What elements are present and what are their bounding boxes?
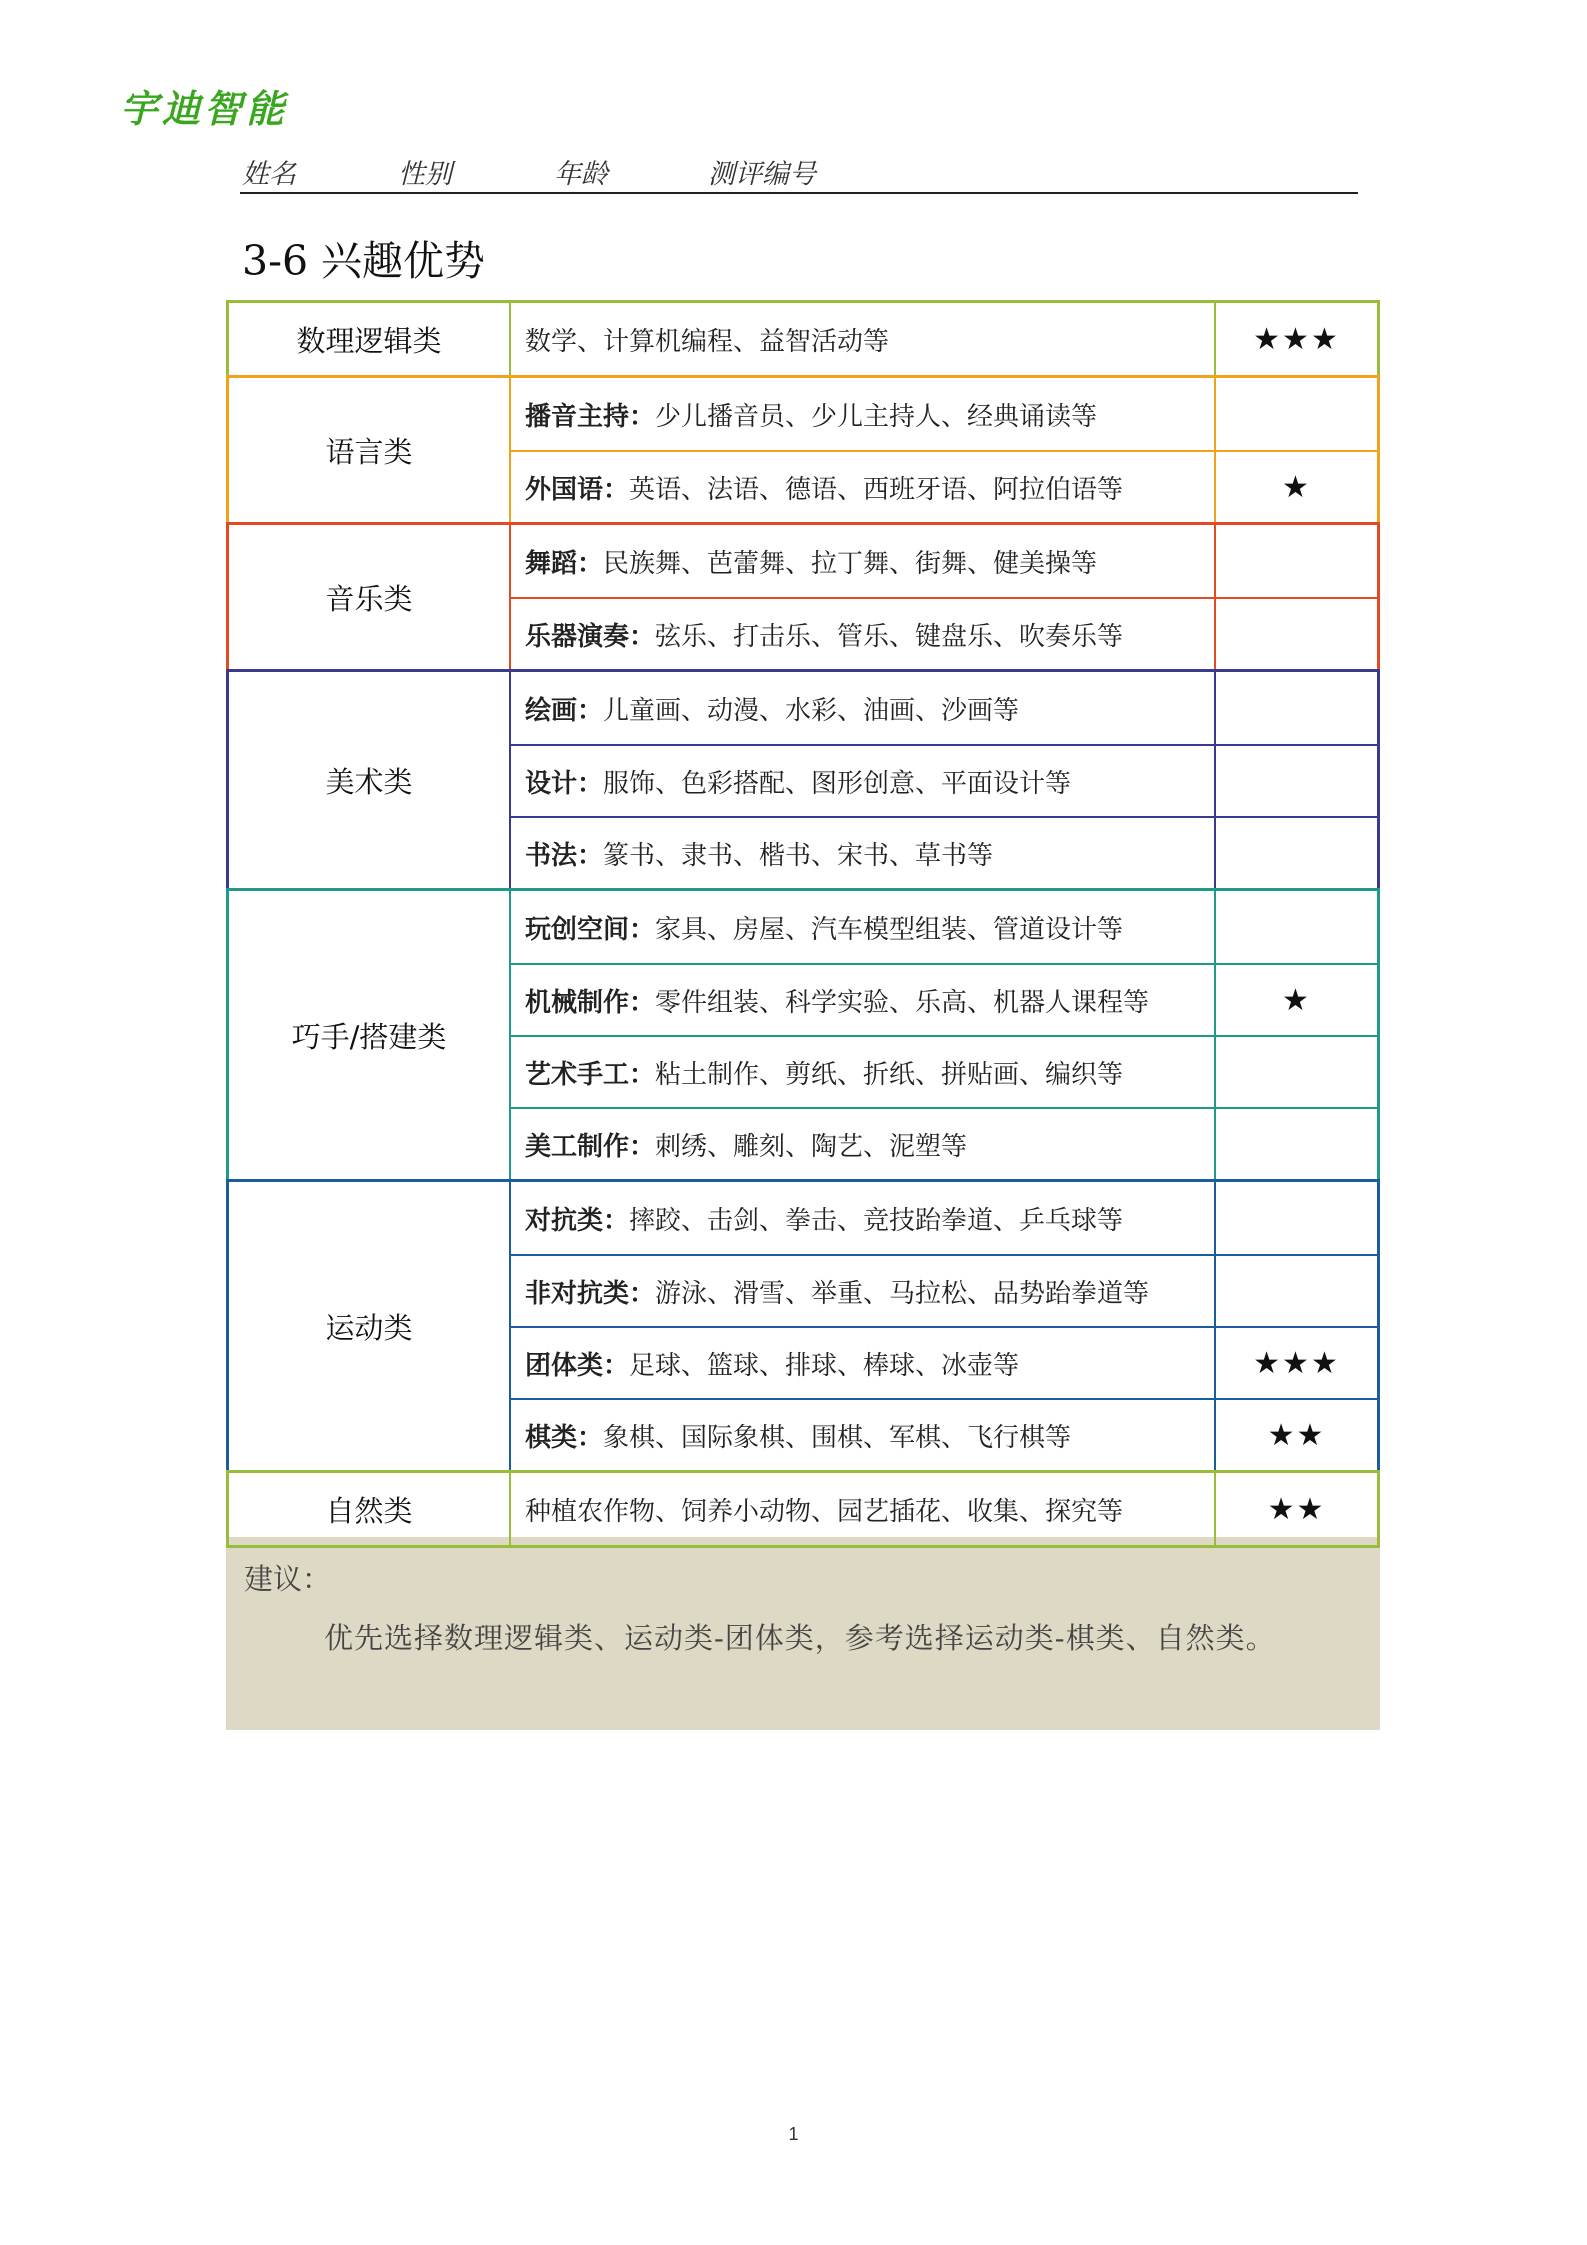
table-row [511,1473,1377,1545]
activity-list: 篆书、隶书、楷书、宋书、草书等 [603,840,994,871]
activity-list: 足球、篮球、排球、棒球、冰壶等 [629,1350,1020,1381]
suggestion-heading: 建议： [244,1562,332,1596]
subcategory-label: 艺术手工： [525,1059,656,1090]
assessment-id-field-label: 测评编号 [708,159,816,190]
student-info-line [240,148,1358,194]
category-group [226,888,1380,1182]
activity-description [511,303,1216,375]
table-row [511,1254,1377,1326]
star-rating [1216,1182,1377,1254]
activity-list: 儿童画、动漫、水彩、油画、沙画等 [603,695,1020,726]
activity-description [511,1182,1216,1254]
activity-description [511,672,1216,744]
category-label: 音乐类 [229,525,511,669]
name-field-label: 姓名 [242,159,296,190]
table-row [511,597,1377,669]
table-row [511,963,1377,1035]
table-row [511,672,1377,744]
category-label: 自然类 [229,1473,511,1545]
activity-list: 游泳、滑雪、举重、马拉松、品势跆拳道等 [655,1278,1150,1309]
activity-description [511,1473,1216,1545]
interest-table [226,300,1380,1548]
category-label: 语言类 [229,378,511,522]
star-rating: ★ [1282,469,1311,505]
activity-description [511,525,1216,597]
table-row [511,744,1377,816]
table-row [511,378,1377,450]
table-row [511,1398,1377,1470]
page-number: 1 [788,2124,799,2144]
activity-description [511,599,1216,669]
star-rating [1216,891,1377,963]
subcategory-label: 非对抗类： [525,1278,656,1309]
star-rating [1216,672,1377,744]
star-rating [1216,1256,1377,1326]
gender-field-label: 性别 [398,159,452,190]
activity-description [511,746,1216,816]
star-rating [1216,746,1377,816]
activity-list: 象棋、国际象棋、围棋、军棋、飞行棋等 [603,1422,1072,1453]
star-rating [1216,378,1377,450]
table-row [511,303,1377,375]
activity-list: 粘土制作、剪纸、折纸、拼贴画、编织等 [655,1059,1124,1090]
star-rating [1216,818,1377,888]
activity-description [511,1400,1216,1470]
activity-list: 家具、房屋、汽车模型组装、管道设计等 [655,914,1124,945]
activity-description [511,1037,1216,1107]
star-rating [1216,525,1377,597]
table-row [511,1182,1377,1254]
star-rating [1216,1109,1377,1179]
activity-list: 弦乐、打击乐、管乐、键盘乐、吹奏乐等 [655,621,1124,652]
table-row [511,525,1377,597]
category-group [226,1179,1380,1473]
table-row [511,891,1377,963]
subcategory-label: 播音主持： [525,401,656,432]
activity-list: 零件组装、科学实验、乐高、机器人课程等 [655,987,1150,1018]
star-rating [1216,1037,1377,1107]
category-label: 美术类 [229,672,511,888]
activity-list: 民族舞、芭蕾舞、拉丁舞、街舞、健美操等 [603,548,1098,579]
category-group [226,300,1380,378]
subcategory-label: 玩创空间： [525,914,656,945]
category-group [226,522,1380,672]
activity-description [511,1328,1216,1398]
category-label: 巧手/搭建类 [229,891,511,1179]
subcategory-label: 乐器演奏： [525,621,656,652]
table-row [511,816,1377,888]
star-rating [1216,599,1377,669]
star-rating: ★★ [1267,1417,1326,1453]
subcategory-label: 外国语： [525,474,630,505]
star-rating: ★ [1282,982,1311,1018]
table-row [511,1107,1377,1179]
activity-description [511,452,1216,522]
category-label: 运动类 [229,1182,511,1470]
activity-list: 服饰、色彩搭配、图形创意、平面设计等 [603,768,1072,799]
suggestion-box [226,1537,1380,1730]
activity-description [511,891,1216,963]
subcategory-label: 团体类： [525,1350,630,1381]
category-group [226,375,1380,525]
suggestion-text: 优先选择数理逻辑类、运动类-团体类，参考选择运动类-棋类、自然类。 [324,1621,1276,1655]
subcategory-label: 美工制作： [525,1131,656,1162]
activity-description [511,1109,1216,1179]
activity-description [511,378,1216,450]
subcategory-label: 舞蹈： [525,548,604,579]
table-row [511,1035,1377,1107]
subcategory-label: 棋类： [525,1422,604,1453]
table-row [511,450,1377,522]
star-rating: ★★★ [1253,321,1340,357]
activity-list: 刺绣、雕刻、陶艺、泥塑等 [655,1131,968,1162]
table-row [511,1326,1377,1398]
activity-description [511,818,1216,888]
star-rating: ★★ [1267,1491,1326,1527]
page-title: 3-6 兴趣优势 [242,237,486,285]
activity-list: 少儿播音员、少儿主持人、经典诵读等 [655,401,1098,432]
category-group [226,1470,1380,1548]
activity-list: 摔跤、击剑、拳击、竞技跆拳道、乒乓球等 [629,1205,1124,1236]
age-field-label: 年龄 [554,159,608,190]
company-logo: 宇迪智能 [120,87,289,131]
subcategory-label: 绘画： [525,695,604,726]
subcategory-label: 机械制作： [525,987,656,1018]
activity-description [511,965,1216,1035]
subcategory-label: 设计： [525,768,604,799]
activity-description [511,1256,1216,1326]
activity-list: 数学、计算机编程、益智活动等 [525,326,890,357]
activity-list: 英语、法语、德语、西班牙语、阿拉伯语等 [629,474,1124,505]
star-rating: ★★★ [1253,1345,1340,1381]
category-group [226,669,1380,891]
subcategory-label: 书法： [525,840,604,871]
category-label: 数理逻辑类 [229,303,511,375]
activity-list: 种植农作物、饲养小动物、园艺插花、收集、探究等 [525,1496,1124,1527]
subcategory-label: 对抗类： [525,1205,630,1236]
